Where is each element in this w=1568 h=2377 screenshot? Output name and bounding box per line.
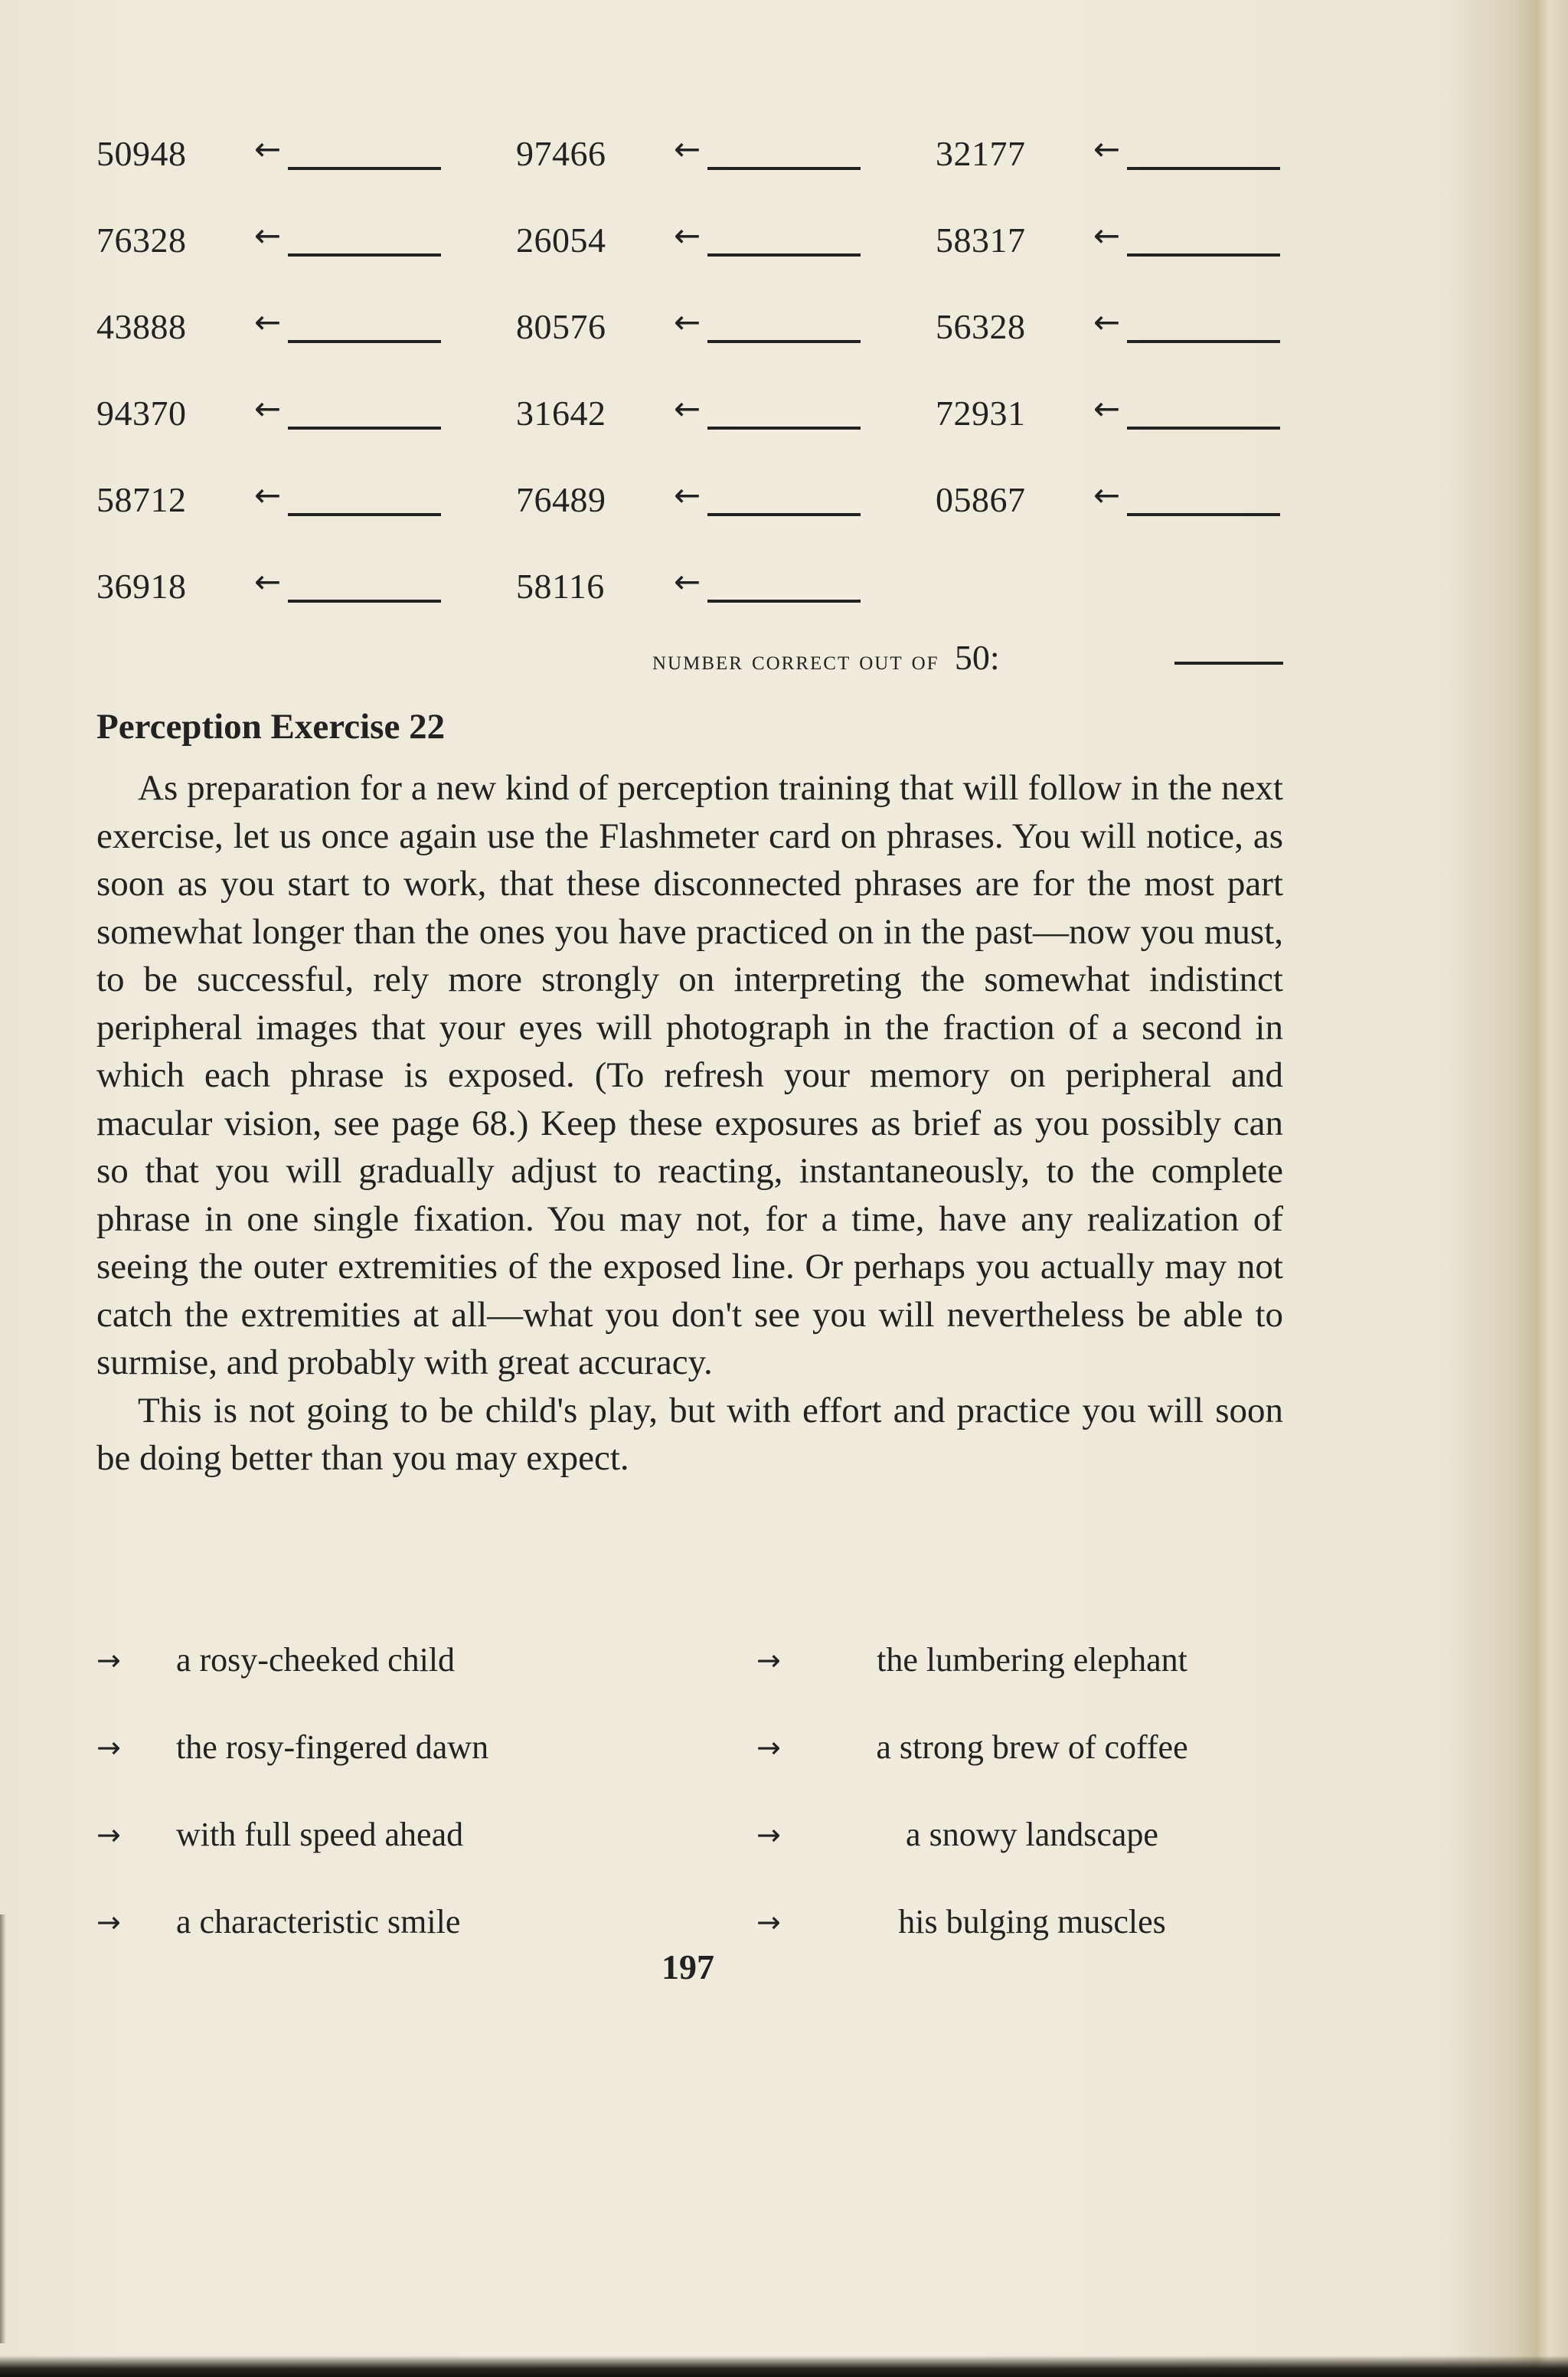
arrow-left-icon: ← xyxy=(254,563,282,600)
number-value: 36918 xyxy=(96,567,187,606)
phrase-text: a rosy-cheeked child xyxy=(176,1641,456,1679)
arrow-left-icon: ← xyxy=(674,217,701,254)
number-value: 58116 xyxy=(516,567,605,606)
number-row xyxy=(96,475,1291,561)
phrase-text: a characteristic smile xyxy=(176,1903,461,1941)
arrow-left-icon: ← xyxy=(1093,217,1121,254)
answer-blank xyxy=(707,167,861,170)
arrow-left-icon: ← xyxy=(674,303,701,341)
answer-blank xyxy=(288,253,441,257)
arrow-left-icon: ← xyxy=(1093,390,1121,427)
number-value: 80576 xyxy=(516,307,606,346)
paragraph: As preparation for a new kind of perception training that will follow in the next exercise, let us once again use the Flashmeter card on phrases. You will notice, as soon as you start to work, that these disconnected phrases are for the most part somewhat longer than the ones you have practiced on in the past—now you must, to be successful, rely more strongly on interpreting the somewhat indistinct peripheral images that your eyes will photograph in the fraction of a second in which each phrase is exposed. (To refresh your memory on peripheral and macular vision, see page 68.) Keep these exposures as brief as you possibly can so that you will gradually adjust to reacting, instantaneously, to the complete phrase in one single fixation. You may not, for a time, have any realization of seeing the outer extremities of the exposed line. Or perhaps you actually may not catch the extremities at all—what you don't see you will nevertheless be able to surmise, and probably with great accuracy. xyxy=(96,768,1283,1382)
arrow-right-icon: → xyxy=(756,1643,781,1677)
phrase-text: a strong brew of coffee xyxy=(876,1728,1188,1766)
arrow-right-icon: → xyxy=(96,1731,121,1764)
number-value: 26054 xyxy=(516,221,606,260)
answer-blank xyxy=(707,340,861,343)
answer-blank xyxy=(1127,253,1280,257)
number-grid xyxy=(96,129,1291,648)
number-row xyxy=(96,302,1291,388)
number-value: 94370 xyxy=(96,394,187,433)
arrow-left-icon: ← xyxy=(254,217,282,254)
phrase-row xyxy=(96,1640,1283,1728)
answer-blank xyxy=(707,253,861,257)
exercise-title: Perception Exercise 22 xyxy=(96,707,446,747)
page-edge-shadow xyxy=(0,1914,6,2343)
phrase-text: with full speed ahead xyxy=(176,1816,464,1853)
arrow-left-icon: ← xyxy=(1093,476,1121,514)
phrase-list xyxy=(96,1640,1283,1990)
arrow-right-icon: → xyxy=(96,1905,121,1939)
arrow-right-icon: → xyxy=(96,1818,121,1852)
phrase-row xyxy=(96,1815,1283,1902)
page-number: 197 xyxy=(662,1947,714,1986)
number-value: 76328 xyxy=(96,221,187,260)
number-value: 58317 xyxy=(936,221,1026,260)
answer-blank xyxy=(707,427,861,430)
score-label: number correct out of xyxy=(652,645,939,675)
arrow-right-icon: → xyxy=(756,1905,781,1939)
arrow-left-icon: ← xyxy=(254,130,282,168)
arrow-left-icon: ← xyxy=(674,130,701,168)
number-value: 97466 xyxy=(516,134,606,173)
arrow-left-icon: ← xyxy=(674,563,701,600)
number-value: 43888 xyxy=(96,307,187,346)
number-row xyxy=(96,561,1291,648)
arrow-left-icon: ← xyxy=(674,476,701,514)
number-row xyxy=(96,129,1291,215)
phrase-text: the rosy-fingered dawn xyxy=(176,1728,489,1766)
number-row xyxy=(96,388,1291,475)
arrow-right-icon: → xyxy=(756,1731,781,1764)
arrow-left-icon: ← xyxy=(254,390,282,427)
number-value: 50948 xyxy=(96,134,187,173)
arrow-right-icon: → xyxy=(96,1643,121,1677)
answer-blank xyxy=(288,513,441,516)
arrow-right-icon: → xyxy=(756,1818,781,1852)
answer-blank xyxy=(1127,167,1280,170)
number-value: 76489 xyxy=(516,480,606,519)
number-value: 56328 xyxy=(936,307,1026,346)
arrow-left-icon: ← xyxy=(1093,130,1121,168)
phrase-row xyxy=(96,1728,1283,1815)
answer-blank xyxy=(288,167,441,170)
answer-blank xyxy=(1127,427,1280,430)
number-row xyxy=(96,215,1291,302)
paragraph: This is not going to be child's play, but with effort and practice you will soon be doing better than you may expect. xyxy=(96,1390,1283,1478)
page-bottom-edge xyxy=(0,2356,1568,2377)
answer-blank xyxy=(1127,340,1280,343)
phrase-text: a snowy landscape xyxy=(906,1816,1158,1853)
answer-blank xyxy=(1127,513,1280,516)
answer-blank xyxy=(288,340,441,343)
answer-blank xyxy=(288,600,441,603)
answer-blank xyxy=(707,600,861,603)
arrow-left-icon: ← xyxy=(674,390,701,427)
score-total: 50: xyxy=(954,638,1000,677)
arrow-left-icon: ← xyxy=(254,476,282,514)
phrase-text: his bulging muscles xyxy=(898,1903,1166,1941)
score-line xyxy=(652,637,1000,678)
arrow-left-icon: ← xyxy=(254,303,282,341)
answer-blank xyxy=(707,513,861,516)
arrow-left-icon: ← xyxy=(1093,303,1121,341)
number-value: 31642 xyxy=(516,394,606,433)
number-value: 05867 xyxy=(936,480,1026,519)
number-value: 72931 xyxy=(936,394,1026,433)
body-text xyxy=(96,764,1283,1483)
answer-blank xyxy=(288,427,441,430)
number-value: 58712 xyxy=(96,480,187,519)
phrase-text: the lumbering elephant xyxy=(877,1641,1187,1679)
score-blank xyxy=(1174,662,1283,665)
number-value: 32177 xyxy=(936,134,1026,173)
